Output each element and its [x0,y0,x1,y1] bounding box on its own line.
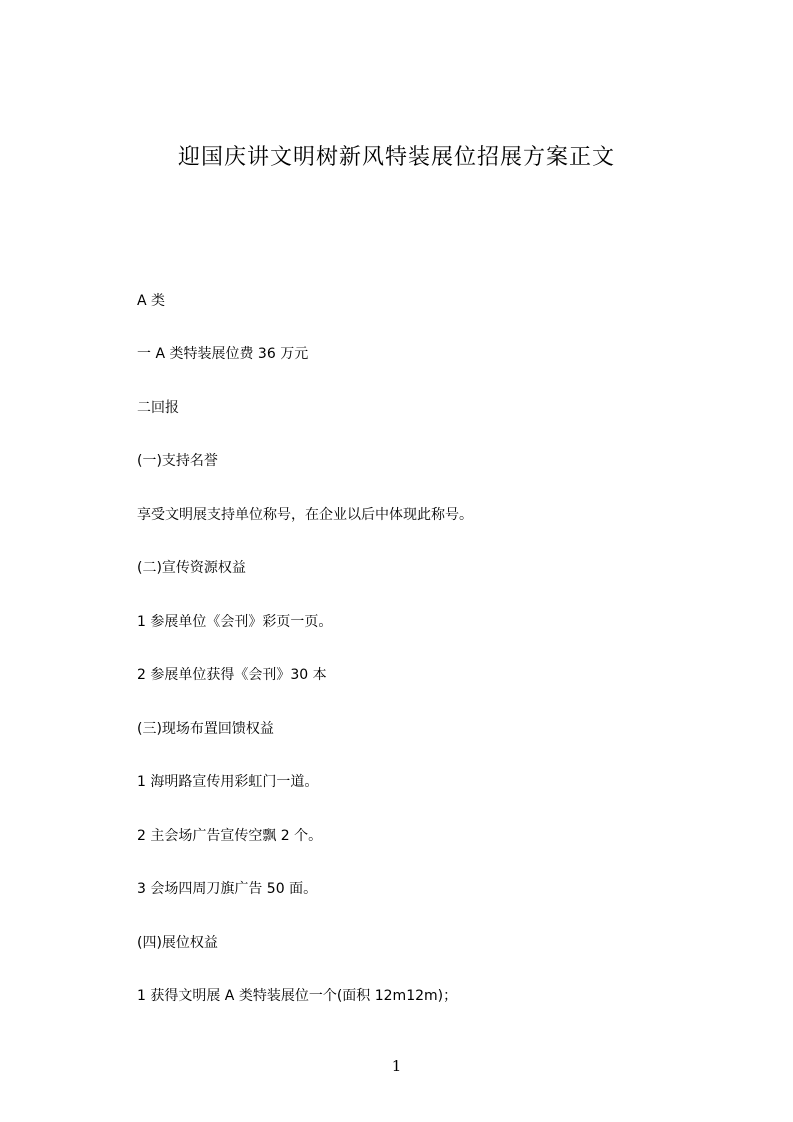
paragraph-publicity-item-1: 1 参展单位《会刊》彩页一页。 [137,614,333,630]
paragraph-onsite-item-3: 3 会场四周刀旗广告 50 面。 [137,881,318,897]
paragraph-booth-item-1: 1 获得文明展 A 类特装展位一个(面积 12m12m)； [137,988,458,1004]
paragraph-category-a: A 类 [137,293,166,309]
paragraph-honor-detail: 享受文明展支持单位称号，在企业以后中体现此称号。 [137,507,473,523]
paragraph-returns-heading: 二回报 [137,400,179,416]
paragraph-onsite-item-2: 2 主会场广告宣传空飘 2 个。 [137,828,323,844]
paragraph-booth-heading: (四)展位权益 [137,935,218,951]
paragraph-honor-heading: (一)支持名誉 [137,453,218,469]
document-title: 迎国庆讲文明树新风特装展位招展方案正文 [177,145,615,170]
page-number: 1 [391,1057,402,1075]
paragraph-publicity-heading: (二)宣传资源权益 [137,560,246,576]
paragraph-onsite-item-1: 1 海明路宣传用彩虹门一道。 [137,774,319,790]
paragraph-booth-fee: 一 A 类特装展位费 36 万元 [137,346,309,362]
paragraph-publicity-item-2: 2 参展单位获得《会刊》30 本 [137,667,327,683]
paragraph-onsite-heading: (三)现场布置回馈权益 [137,721,274,737]
